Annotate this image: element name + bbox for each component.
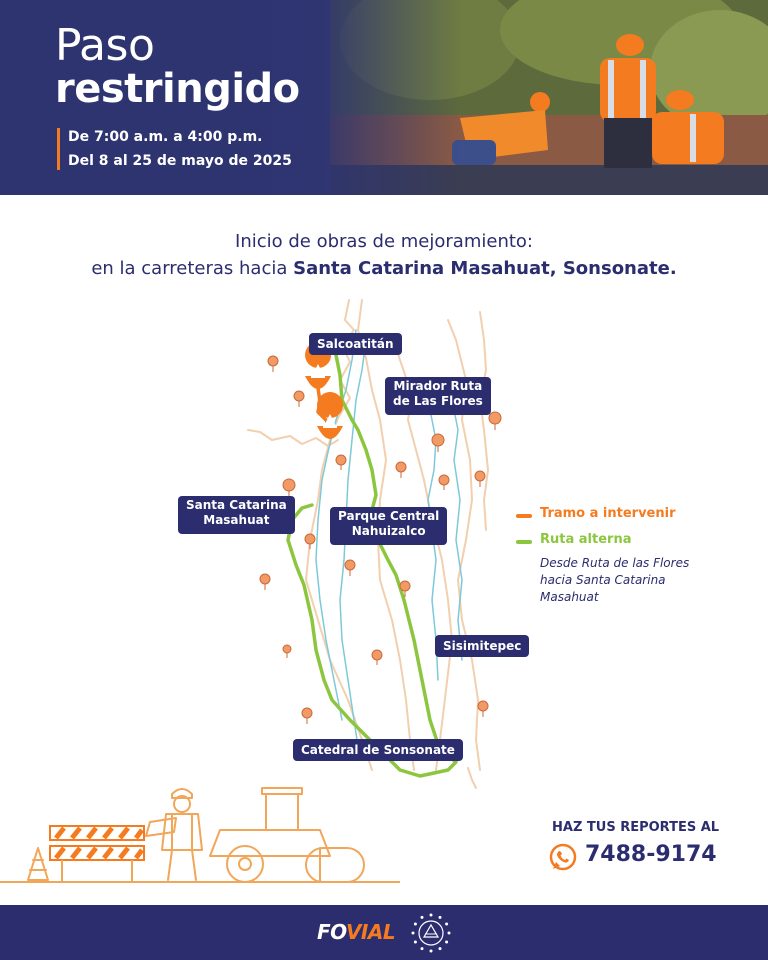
worker-illustration-icon	[146, 789, 202, 880]
label-sisimitepec: Sisimitepec	[435, 635, 529, 657]
intro-line-1: Inicio de obras de mejoramiento:	[235, 231, 533, 252]
legend-swatch-orange	[516, 514, 532, 518]
brand-suffix: VIAL	[345, 920, 396, 944]
intro-line-2-bold: Santa Catarina Masahuat, Sonsonate.	[293, 258, 677, 279]
whatsapp-icon	[548, 842, 578, 872]
legend-label-tramo: Tramo a intervenir	[540, 506, 676, 521]
steamroller-icon	[210, 788, 364, 882]
government-seal-icon	[410, 912, 452, 954]
schedule-accent-bar	[57, 128, 60, 170]
construction-illustration	[0, 770, 400, 900]
legend-note: Desde Ruta de las Flores hacia Santa Catarina Masahuat	[540, 556, 690, 604]
legend-label-ruta-alterna: Ruta alterna	[540, 532, 632, 547]
title-line-1: Paso	[55, 20, 155, 71]
schedule-dates: Del 8 al 25 de mayo de 2025	[68, 153, 292, 169]
label-catedral-de-sonsonate: Catedral de Sonsonate	[293, 739, 463, 761]
label-parque-central-nahuizalco	[330, 507, 447, 545]
label-parque-line-1: Parque Central	[338, 509, 440, 523]
legend-swatch-green	[516, 540, 532, 544]
header-banner	[0, 0, 768, 195]
label-santa-catarina-line-2: Masahuat	[203, 513, 270, 527]
road-barrier-icon	[50, 826, 144, 882]
fovial-logo	[317, 920, 395, 944]
label-mirador-line-1: Mirador Ruta	[393, 379, 483, 393]
label-santa-catarina-masahuat	[178, 496, 295, 534]
footer-bar	[0, 905, 768, 960]
schedule-hours: De 7:00 a.m. a 4:00 p.m.	[68, 129, 263, 145]
title-line-2: restringido	[55, 66, 300, 112]
label-parque-line-2: Nahuizalco	[351, 524, 426, 538]
label-mirador-ruta-de-las-flores	[385, 377, 491, 415]
label-salcoatitan: Salcoatitán	[309, 333, 402, 355]
report-title: HAZ TUS REPORTES AL	[552, 820, 720, 835]
label-mirador-line-2: de Las Flores	[393, 394, 483, 408]
report-phone[interactable]: 7488-9174	[585, 842, 717, 867]
intro-line-2-prefix: en la carreteras hacia	[91, 258, 294, 279]
brand-prefix: FO	[317, 920, 346, 944]
label-santa-catarina-line-1: Santa Catarina	[186, 498, 287, 512]
intro-text	[0, 228, 768, 282]
